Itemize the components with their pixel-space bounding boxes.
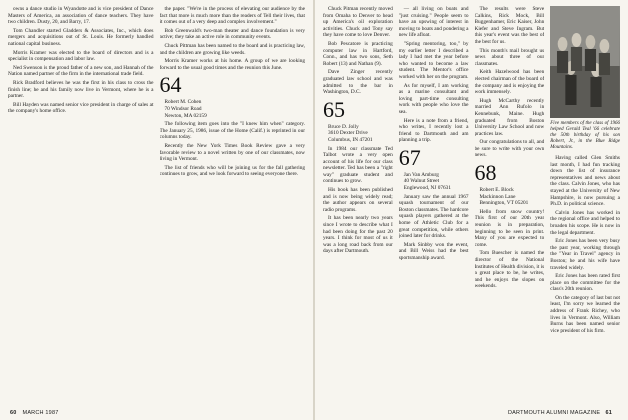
paragraph: Having called Glen Smiths last month, I had fun tracking down the list of insurance representatives and news about the class. Calvin Jones, who has stayed at the University of New Hampshire, is now pursuing a Ph.D. in political science. [550,155,620,208]
magazine-title: DARTMOUTH ALUMNI MAGAZINE [507,410,601,416]
address-line: Bruce D. Jolly [328,123,359,130]
column-5 [475,6,545,404]
paragraph: The following item goes into the "I knew him when" category. The January 25, 1986, issue of the Home (Calif.) is reprinted in our columns today. [159,121,305,141]
paragraph: Chuck Pitman recently moved from Omaha to Denver to head up America's oil exploration activities. Chuck and Tony say they have come to love Denver. [323,6,393,39]
column-3 [323,6,393,404]
paragraph: It has been nearly two years since I wrote to describe what I had been doing for the past 20 years. I think for most of us it was a long road back from our days after Dartmouth. [323,215,393,255]
paragraph: As for myself, I am working as a marine consultant and loving part-time consulting work with people who love the sea. [398,82,469,115]
class-year-heading-68: 68 [474,160,497,186]
paragraph: Recently the New York Times Book Review gave a very favorable review to a novel written by one of our classmates, now living in Vermont. [159,142,305,163]
page-folio-right [508,410,618,416]
address-line: 3610 Dexter Drive [328,130,368,137]
paragraph: The list of friends who will be joining us for the fall gathering continues to grow, and we look forward to seeing everyone there. [159,164,305,178]
photo-caption: Five members of the class of 1966 helped Gerald Teal '66 celebrate the 50th birthday of his son Robert, Jr., in the Blue Ridge Mountains. [550,121,620,150]
paragraph: Rick Bradford believes he was the first in his class to cross the finish line; he and his family now live in Vermont, where he is a partner. [8,79,154,100]
paragraph: the paper. "We're in the process of elevating our audience by the fact that more is much more than the readers of Tell their lives, that it comes out of a very deep and complex involvement." [159,6,305,26]
left-page [0,0,313,420]
paragraph: Calvin Jones has worked in the regional office and helped to broaden his scope. He is now in the legal department. [550,209,620,236]
paragraph: Chuck Pittman has been named to the board and is practicing law, and the children are growing like weeds. [159,42,305,56]
paragraph: In 1984 our classmate Ted Talbot wrote a very open account of his life for our class newsletter. Ted has been a "right way" graduate student and continues to grow. [323,145,393,185]
paragraph: Mark Sinbby won the event, and Bill Weiss had the best sportsmanship award. [398,241,469,261]
class-secretary-address [323,124,393,144]
address-line: Columbus, IN 47201 [328,136,373,143]
address-line: Jan Van Amburg [403,171,439,178]
paragraph: Tom Chandler started Gladders & Associates, Inc., which does mergers and acquisitions out of St. Louis. He formerly handled national capital business. [8,27,154,47]
class-secretary-address [160,99,306,119]
paragraph: "Spring mentoring, too," by my earlier letter I described a lady I had met the year before who wanted to become a law student. The Mentor's office worked with her on the program. [398,40,469,80]
paragraph: owns a dance studio in Wyandotte and is vice president of Dance Masters of America, an association of dance teachers. They have two children. Dusty, 20, and Barry, 17. [8,6,154,26]
class-year-heading-65: 65 [323,96,345,122]
column-4 [399,6,469,404]
paragraph: Eric Jones has been very busy the past year, working through the "Year in Travel" agency in Boston; he and his wife have traveled widely. [550,238,620,271]
paragraph: The results were Steve Calkins, Rick Mock, Bill Buggenhamer, Eric Kaiser, John Kiefer and Steve Ingram. But this year's event was the best of the best for us. [474,6,545,45]
address-line: Englewood, NJ 07631 [403,185,451,192]
class-year-heading-67: 67 [398,144,421,170]
column-6 [550,6,620,404]
address-line: Robert E. Block [479,187,514,194]
paragraph: Keith Hazelwood has been elected chairman of the board of the company and is enjoying the work immensely. [474,69,545,96]
paragraph: This month's mail brought us news about three of our classmates. [474,47,545,67]
class-secretary-address [399,172,469,192]
address-line: 40 Walnut Street [403,178,440,185]
paragraph: Our congratulations to all, and be sure to write with your own news. [474,139,545,159]
issue-date: MARCH 1987 [22,410,59,416]
paragraph: Morris Kramer was elected to the board of directors and is a specialist in compensation and labor law. [8,49,154,63]
column-1 [8,6,154,404]
paragraph: Morris Kramer works at his home. A group of we are looking forward to the usual good times and the reunion this June. [159,58,305,71]
address-line: Mackinnon Lane [479,193,516,200]
paragraph: Bill Hayden was named senior vice president in charge of sales at the company's home office. [8,101,154,115]
address-line: Robert M. Cohen [164,99,202,106]
paragraph: — all living on boats and "just cruising." People seem to have an upswing of interest in moving to boats and pondering a new life afloat. [398,6,469,39]
address-line: Newton, MA 02159 [164,112,207,119]
paragraph: Bob Greenwald's two-man theater and dance foundation is very active; they take an active role in community events. [159,27,305,41]
paragraph: Hello from snow country! This first of our 20th year reunion is in preparation, beginning to be seen in print. Many of you are expected to come. [474,208,545,248]
paragraph: January saw the annual 1967 squash tournament of our Boston classmates. The hardcore squash players gathered at the home of Athletic Club for a great competition, while others joined later for drinks. [398,193,469,240]
paragraph: Eric Jones has been rated first place on the committee for the class's 20th reunion. [550,273,620,293]
paragraph: Bob Pescatore is practicing computer law in Hartford, Conn., and has two sons, Seth Robert (13) and Nathan (9). [323,40,393,67]
class-secretary-address [475,187,545,207]
paragraph: Here is a note from a friend, who writes, I recently lost a friend to Dartmouth and am planning a trip. [398,117,469,144]
paragraph: His book has been published and is now being widely read; the author appears on several radio programs. [323,187,393,213]
column-2 [160,6,306,404]
photo-illustration [550,6,620,118]
group-photo [550,6,620,118]
paragraph: Hugh McCarthy recently married Ann Rufolo in Kennebunk, Maine. Hugh graduated from Boston University Law School and now practices law. [474,97,545,137]
page-number: 60 [10,410,17,416]
paragraph: Ned Swenson is the proud father of a new son, and Hannah of the Nation named partner of the firm in the international trade field. [8,64,154,78]
page-number: 61 [605,410,612,416]
right-page [315,0,628,420]
paragraph: Dave Zinger recently graduated law school and was admitted to the bar in Washington, D.C. [323,69,393,96]
page-folio-left [10,410,58,416]
class-year-heading-64: 64 [159,72,182,98]
paragraph: Tom Buescher is named the director of the National Institutes of Health division, it is a great place to be, he writes, and he enjoys the slopes on weekends. [474,250,545,290]
paragraph: On the category of last but not least, I'm sorry we learned the address of Frank Richey, who lives in Vermont. Also, William Burns has been named senior vice president of his firm. [550,294,620,334]
address-line: 70 Windsor Road [164,105,202,112]
address-line: Bennington, VT 05201 [479,200,529,207]
